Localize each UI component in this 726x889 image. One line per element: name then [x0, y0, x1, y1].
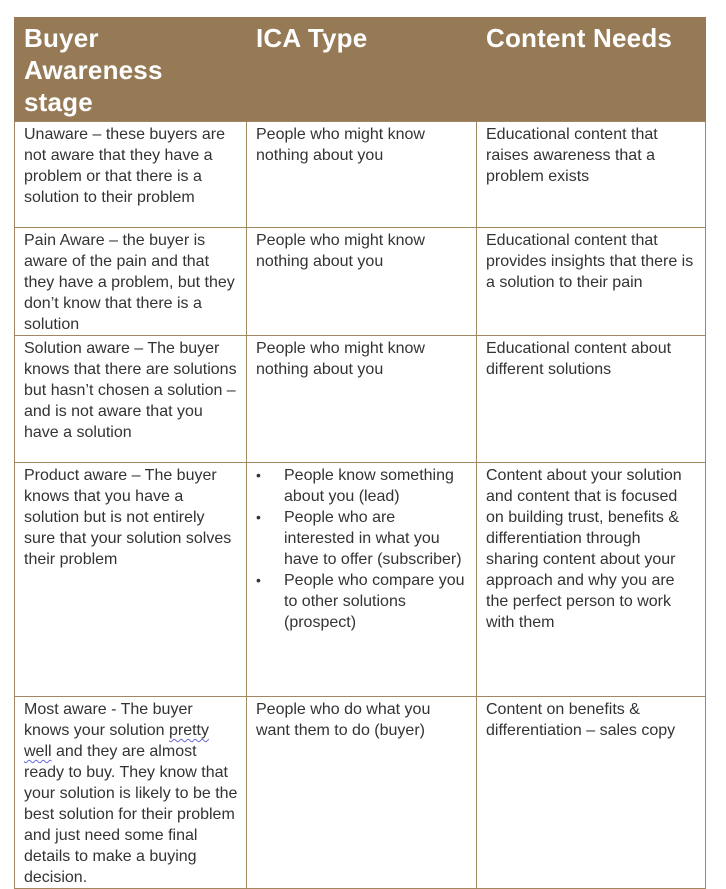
list-item-text: People who compare you to other solutions (prospect) [284, 572, 465, 631]
stage-text-end: and they are almost ready to buy. They know that your solution is likely to be the best solution for their problem and just need some final details to make a buying decision. [24, 743, 238, 886]
stage-cell: Unaware – these buyers are not aware that they have a problem or that there is a solution to their problem [15, 122, 247, 228]
content-cell: Educational content about different solutions [477, 336, 706, 463]
bullet-icon: • [256, 509, 261, 525]
stage-cell: Product aware – The buyer knows that you have a solution but is not entirely sure that your solution solves their problem [15, 463, 247, 697]
table-row [15, 697, 706, 889]
stage-cell [15, 697, 247, 889]
document-page [14, 17, 705, 889]
content-cell: Educational content that provides insights that there is a solution to their pain [477, 228, 706, 336]
list-item [256, 570, 468, 633]
content-cell: Content on benefits & differentiation – sales copy [477, 697, 706, 889]
header-buyer-awareness-stage: Buyer Awareness stage [15, 17, 247, 122]
header-row [15, 17, 706, 122]
ica-cell [247, 463, 477, 697]
table-row [15, 463, 706, 697]
stage-cell: Pain Aware – the buyer is aware of the pain and that they have a problem, but they don’t know that there is a solution [15, 228, 247, 336]
content-cell: Educational content that raises awareness that a problem exists [477, 122, 706, 228]
table-row [15, 336, 706, 463]
ica-cell: People who might know nothing about you [247, 336, 477, 463]
header-ica-type: ICA Type [247, 17, 477, 122]
list-item [256, 507, 468, 570]
bullet-icon: • [256, 467, 261, 483]
header-content-needs: Content Needs [477, 17, 706, 122]
ica-cell: People who might know nothing about you [247, 228, 477, 336]
list-item-text: People who are interested in what you have to offer (subscriber) [284, 509, 462, 568]
buyer-awareness-table [14, 17, 706, 889]
table-row [15, 228, 706, 336]
ica-cell: People who do what you want them to do (buyer) [247, 697, 477, 889]
stage-text-start: Most aware - The buyer knows your solution [24, 701, 193, 739]
list-item [256, 465, 468, 507]
content-cell: Content about your solution and content that is focused on building trust, benefits & differentiation through sharing content about your approach and why you are the perfect person to work with them [477, 463, 706, 697]
table-row [15, 122, 706, 228]
spellcheck-flagged-text[interactable]: pretty well [24, 722, 209, 760]
bullet-icon: • [256, 572, 261, 588]
stage-cell: Solution aware – The buyer knows that there are solutions but hasn’t chosen a solution – and is not aware that you have a solution [15, 336, 247, 463]
ica-bullet-list [256, 465, 468, 633]
list-item-text: People know something about you (lead) [284, 467, 454, 505]
ica-cell: People who might know nothing about you [247, 122, 477, 228]
